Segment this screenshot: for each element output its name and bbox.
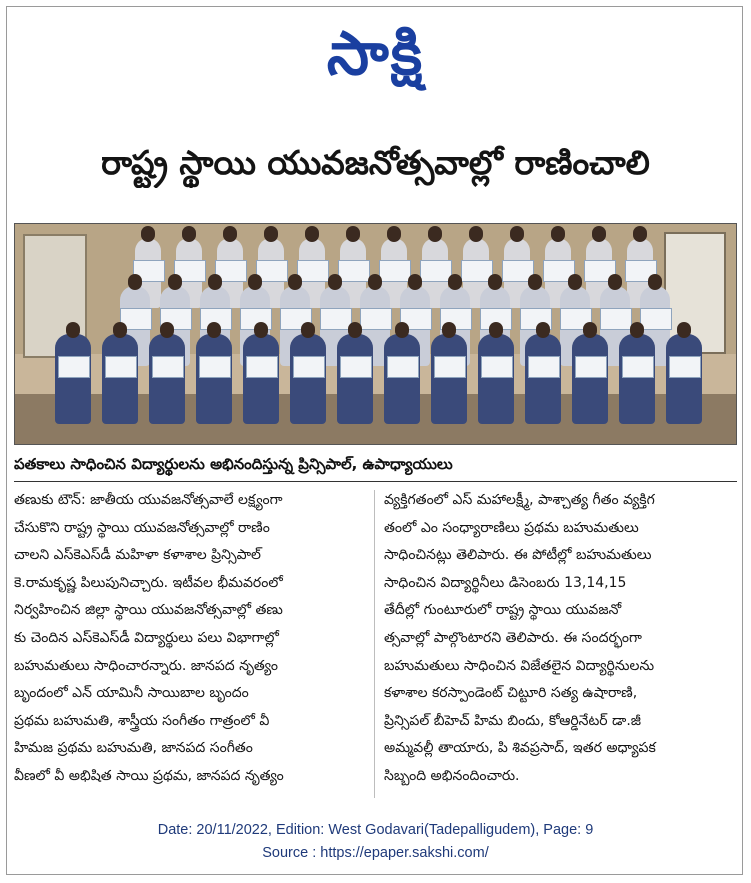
photo-certificate (293, 356, 325, 378)
text-line: తణుకు టౌన్‌: జాతీయ యువజనోత్సవాలే లక్ష్యంగా (14, 492, 283, 508)
photo-person-head (395, 322, 409, 338)
photo-person (431, 334, 467, 424)
photo-person-head (182, 226, 196, 242)
photo-person (102, 334, 138, 424)
photo-person-head (305, 226, 319, 242)
text-line: వ్యక్తిగతంలో ఎస్‌ మహాలక్ష్మీ, పాశ్చాత్య గీతం వ్యక్తిగ (384, 492, 655, 508)
photo-person-head (608, 274, 622, 290)
photo-person (572, 334, 608, 424)
photo-person-head (568, 274, 582, 290)
photo-certificate (246, 356, 278, 378)
photo-certificate (575, 356, 607, 378)
photo-person-head (583, 322, 597, 338)
photo-person (666, 334, 702, 424)
text-line: హిమజ ప్రథమ బహుమతి, జానపద సంగీతం (14, 740, 253, 757)
photo-person-head (442, 322, 456, 338)
photo-person-head (66, 322, 80, 338)
photo-certificate (669, 356, 701, 378)
photo-person-head (469, 226, 483, 242)
source-link[interactable]: Source : https://epaper.sakshi.com/ (262, 845, 489, 861)
photo-person-head (488, 274, 502, 290)
photo-person-head (141, 226, 155, 242)
photo-person-head (648, 274, 662, 290)
photo-certificate (387, 356, 419, 378)
group-photo (14, 223, 737, 445)
text-line: చేసుకొని రాష్ట్ర స్థాయి యువజనోత్సవాల్లో రాణిం (14, 519, 270, 536)
photo-person-head (254, 322, 268, 338)
photo-person (196, 334, 232, 424)
photo-person-head (128, 274, 142, 290)
photo-person-head (288, 274, 302, 290)
photo-person-head (160, 322, 174, 338)
photo-certificate (340, 356, 372, 378)
photo-person (525, 334, 561, 424)
text-line: తంలో ఎం సంధ్యారాణిలు ప్రథమ బహుమతులు (384, 519, 639, 536)
photo-person-head (448, 274, 462, 290)
text-line: బృందంలో ఎన్‌ యామినీ సాయిబాల బృందం (14, 685, 249, 702)
photo-certificate (338, 260, 370, 282)
photo-certificate (105, 356, 137, 378)
photo-certificate (379, 260, 411, 282)
text-line: కె.రామకృష్ణ పిలుపునిచ్చారు. ఇటీవల భీమవరంలో (14, 574, 283, 591)
photo-certificate (528, 356, 560, 378)
photo-person-head (408, 274, 422, 290)
photo-person-head (113, 322, 127, 338)
photo-caption: పతకాలు సాధించిన విద్యార్థులను అభినందిస్తున్న ప్రిన్సిపాల్, ఉపాధ్యాయులు (14, 455, 453, 473)
text-line: సాధించినట్లు తెలిపారు. ఈ పోటీల్లో బహుమతులు (384, 547, 652, 564)
photo-person-head (633, 226, 647, 242)
photo-person (337, 334, 373, 424)
text-line: కు చెందిన ఎస్‌కెఎస్‌డీ విద్యార్థులు పలు విభాగాల్లో (14, 629, 279, 646)
text-line: సిబ్బంది అభినందించారు. (384, 767, 520, 784)
text-line: బహుమతులు సాధించారన్నారు. జానపద నృత్యం (14, 657, 278, 674)
photo-person-head (328, 274, 342, 290)
caption-rule (14, 481, 737, 482)
photo-person-head (208, 274, 222, 290)
text-line: త్సవాల్లో పాల్గొంటారని తెలిపారు. ఈ సందర్భంగా (384, 629, 642, 646)
photo-person-head (510, 226, 524, 242)
text-line: బహుమతులు సాధించిన విజేతలైన విద్యార్థినులను (384, 657, 655, 674)
photo-person-head (630, 322, 644, 338)
photo-person-head (677, 322, 691, 338)
photo-person-head (346, 226, 360, 242)
photo-certificate (622, 356, 654, 378)
photo-person-head (551, 226, 565, 242)
text-line: సాధించిన విద్యార్థినీలు డిసెంబరు 13,14,15 (384, 574, 627, 591)
photo-person (384, 334, 420, 424)
photo-person-head (528, 274, 542, 290)
text-line: ప్రథమ బహుమతి, శాస్త్రీయ సంగీతం గాత్రంలో వీ (14, 712, 270, 729)
photo-person (243, 334, 279, 424)
photo-person-head (536, 322, 550, 338)
photo-person-head (489, 322, 503, 338)
photo-person-head (368, 274, 382, 290)
photo-certificate (434, 356, 466, 378)
photo-certificate (199, 356, 231, 378)
text-line: నిర్వహించిన జిల్లా స్థాయి యువజనోత్సవాల్లో తణు (14, 602, 283, 619)
photo-certificate (58, 356, 90, 378)
photo-person-head (428, 226, 442, 242)
photo-certificate (360, 308, 392, 330)
photo-person (290, 334, 326, 424)
text-line: వీణలో వీ అభిషిత సాయి ప్రథమ, జానపద నృత్యం (14, 767, 284, 784)
text-line: తేదీల్లో గుంటూరులో రాష్ట్ర స్థాయి యువజనో (384, 602, 622, 619)
photo-person (478, 334, 514, 424)
photo-person (619, 334, 655, 424)
text-line: చాలని ఎస్‌కెఎస్‌డీ మహిళా కళాశాల ప్రిన్సిపాల్‌ (14, 547, 261, 564)
photo-person (149, 334, 185, 424)
photo-person-head (168, 274, 182, 290)
text-line: ప్రిన్సిపల్‌ బీహెచ్‌ హిమ బిందు, కోఆర్డినేటర్‌ డా.జీ (384, 712, 642, 729)
photo-person-head (207, 322, 221, 338)
photo-certificate (640, 308, 672, 330)
newspaper-masthead: సాక్షి (326, 19, 425, 89)
text-line: కళాశాల కరస్పాండెంట్‌ చిట్టూరి సత్య ఉషారాణి, (384, 685, 638, 702)
photo-person-head (301, 322, 315, 338)
article-headline: రాష్ట్ర స్థాయి యువజనోత్సవాల్లో రాణించాలి (101, 143, 650, 182)
edition-date-line: Date: 20/11/2022, Edition: West Godavari(Tadepalligudem), Page: 9 (157, 822, 594, 838)
photo-person-head (223, 226, 237, 242)
article-column-left (14, 487, 366, 791)
article-column-right (384, 487, 734, 791)
text-line: అమ్మవల్లీ తాయారు, పి శివప్రసాద్‌, ఇతర అధ్యాపక (384, 740, 656, 757)
photo-person-head (248, 274, 262, 290)
photo-person-head (592, 226, 606, 242)
photo-person-head (348, 322, 362, 338)
column-divider (374, 490, 375, 798)
photo-certificate (152, 356, 184, 378)
photo-person-head (387, 226, 401, 242)
photo-certificate (481, 356, 513, 378)
photo-certificate (600, 308, 632, 330)
photo-person (55, 334, 91, 424)
photo-person-head (264, 226, 278, 242)
